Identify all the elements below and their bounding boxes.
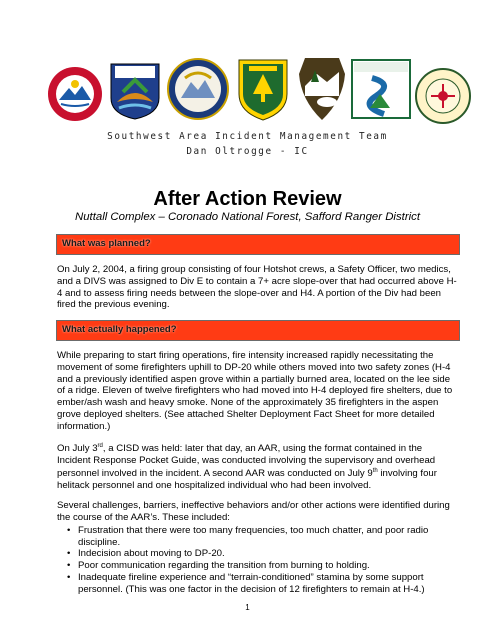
cisd-text: On July 3rd, a CISD was held: later that day, an AAR, using the format contained in the Incident Response Pocket Guide, was conducted involving the supervisory and overhead personnel involved in the incident. A second AAR was conducted on July 9th involving four helitack personnel and one hospitalized individual who had been involved. xyxy=(57,442,437,492)
section-bar-happened xyxy=(56,320,460,341)
happened-text: While preparing to start firing operations, fire intensity increased rapidly necessitating the movement of some firefighters uphill to DP-20 while others moved into two safety zones (H-4 and a previously identified aspen grove within a partially burned area, located on the lee side of a ridge. Eleven of twelve firefighters who had moved into H-4 deployed fire shelters, due to ember/ash wash and heavy smoke. None of the approximately 35 firefighters in the aspen grove deployed shelters. (See attached Shelter Deployment Fact Sheet for more detailed information.) xyxy=(57,350,453,432)
document-subtitle: Nuttall Complex – Coronado National Forest, Safford Ranger District xyxy=(74,211,421,223)
incident-commander: Dan Oltrogge - IC xyxy=(186,146,309,157)
list-item: • Poor communication regarding the transition from burning to holding. xyxy=(70,560,457,572)
happened-paragraphs xyxy=(57,350,457,596)
planned-text: On July 2, 2004, a firing group consisting of four Hotshot crews, a Safety Officer, two medics, and a DIVS was assigned to Div E to contain a 7+ acre slope-over that had occurred above H-4 and to assess firing needs between the slope-over and H4. A portion of the Div had been fired the previous evening. xyxy=(57,264,457,311)
agency-logos-row xyxy=(47,54,472,124)
planned-paragraph xyxy=(57,264,457,317)
team-name: Southwest Area Incident Management Team xyxy=(107,131,388,142)
state-department-logo-icon xyxy=(350,58,412,120)
document-title: After Action Review xyxy=(153,188,342,210)
team-header xyxy=(0,129,495,159)
happened-heading: What actually happened? xyxy=(62,324,177,335)
new-mexico-state-forestry-badge-icon xyxy=(415,68,471,124)
challenges-list xyxy=(57,525,457,596)
forest-service-shield-icon xyxy=(235,56,291,122)
section-bar-planned xyxy=(56,234,460,255)
challenges-intro: Several challenges, barriers, ineffective behaviors and/or other actions were identified during the course of the AAR’s. These included: xyxy=(57,500,450,523)
list-item: • Inadequate fireline experience and “terrain-conditioned” stamina by some support personnel. (This was one factor in the decision of 12 firefighters to remain at H-4.) xyxy=(70,572,457,596)
bureau-of-indian-affairs-seal-icon xyxy=(47,66,103,122)
fish-and-wildlife-service-logo-icon xyxy=(109,62,161,120)
national-park-service-arrowhead-icon xyxy=(297,56,347,122)
planned-heading: What was planned? xyxy=(62,238,151,249)
list-item: • Indecision about moving to DP-20. xyxy=(70,548,457,560)
list-item: • Frustration that there were too many frequencies, too much chatter, and poor radio discipline. xyxy=(70,525,457,549)
bureau-of-land-management-seal-icon xyxy=(167,58,229,120)
page-number: 1 xyxy=(245,603,250,612)
